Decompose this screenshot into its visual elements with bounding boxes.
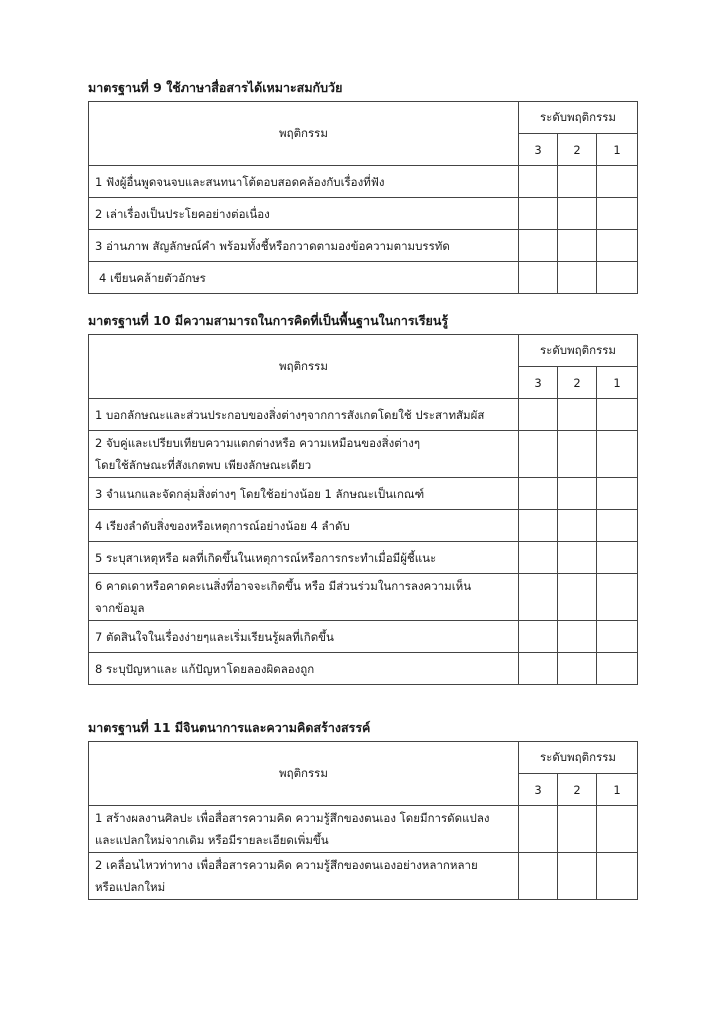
score-cell-2[interactable] xyxy=(558,806,597,853)
score-cell-1[interactable] xyxy=(597,431,638,478)
score-cell-3[interactable] xyxy=(519,166,558,198)
score-cell-3[interactable] xyxy=(519,198,558,230)
score-cell-2[interactable] xyxy=(558,653,597,685)
behavior-item-line: 6 คาดเดาหรือคาดคะเนสิ่งที่อาจจะเกิดขึ้น หรือ มีส่วนร่วมในการลงความเห็น xyxy=(95,579,472,593)
behavior-item: 2 เล่าเรื่องเป็นประโยคอย่างต่อเนื่อง xyxy=(89,198,519,230)
score-cell-1[interactable] xyxy=(597,853,638,900)
score-cell-2[interactable] xyxy=(558,574,597,621)
behavior-header: พฤติกรรม xyxy=(89,742,519,806)
score-cell-1[interactable] xyxy=(597,230,638,262)
behavior-item: 4 เขียนคล้ายตัวอักษร xyxy=(89,262,519,294)
behavior-item: 3 จำแนกและจัดกลุ่มสิ่งต่างๆ โดยใช้อย่างน้อย 1 ลักษณะเป็นเกณฑ์ xyxy=(89,478,519,510)
table-row xyxy=(89,431,638,478)
score-cell-3[interactable] xyxy=(519,574,558,621)
score-header-2: 2 xyxy=(558,134,597,166)
score-cell-1[interactable] xyxy=(597,621,638,653)
behavior-item: 1 บอกลักษณะและส่วนประกอบของสิ่งต่างๆจากการสังเกตโดยใช้ ประสาทสัมผัส xyxy=(89,399,519,431)
behavior-item-line: และแปลกใหม่จากเดิม หรือมีรายละเอียดเพิ่มขึ้น xyxy=(95,833,329,847)
score-cell-2[interactable] xyxy=(558,853,597,900)
score-cell-2[interactable] xyxy=(558,198,597,230)
score-header-1: 1 xyxy=(597,774,638,806)
score-header-2: 2 xyxy=(558,774,597,806)
score-cell-3[interactable] xyxy=(519,853,558,900)
score-header-2: 2 xyxy=(558,367,597,399)
standard-10-section xyxy=(88,312,637,685)
score-cell-2[interactable] xyxy=(558,166,597,198)
table-row xyxy=(89,198,638,230)
score-cell-1[interactable] xyxy=(597,399,638,431)
score-cell-3[interactable] xyxy=(519,542,558,574)
behavior-item: 8 ระบุปัญหาและ แก้ปัญหาโดยลองผิดลองถูก xyxy=(89,653,519,685)
behavior-item-line: หรือแปลกใหม่ xyxy=(95,880,166,894)
behavior-item: 4 เรียงลำดับสิ่งของหรือเหตุการณ์อย่างน้อย 4 ลำดับ xyxy=(89,510,519,542)
standard-10-title: มาตรฐานที่ 10 มีความสามารถในการคิดที่เป็นพื้นฐานในการเรียนรู้ xyxy=(88,313,449,328)
table-row xyxy=(89,806,638,853)
standard-11-title: มาตรฐานที่ 11 มีจินตนาการและความคิดสร้างสรรค์ xyxy=(88,720,371,735)
behavior-item-line: จากข้อมูล xyxy=(95,601,145,615)
score-cell-3[interactable] xyxy=(519,431,558,478)
behavior-item xyxy=(89,853,519,900)
score-cell-1[interactable] xyxy=(597,478,638,510)
score-cell-1[interactable] xyxy=(597,806,638,853)
score-cell-2[interactable] xyxy=(558,262,597,294)
score-header-1: 1 xyxy=(597,367,638,399)
table-row xyxy=(89,853,638,900)
level-header: ระดับพฤติกรรม xyxy=(519,335,638,367)
score-cell-3[interactable] xyxy=(519,621,558,653)
standard-10-table xyxy=(88,334,638,685)
table-row xyxy=(89,230,638,262)
score-cell-2[interactable] xyxy=(558,431,597,478)
score-cell-3[interactable] xyxy=(519,653,558,685)
behavior-item: 7 ตัดสินใจในเรื่องง่ายๆและเริ่มเรียนรู้ผลที่เกิดขึ้น xyxy=(89,621,519,653)
score-cell-1[interactable] xyxy=(597,510,638,542)
table-row xyxy=(89,262,638,294)
table-row xyxy=(89,621,638,653)
behavior-item-line: 2 เคลื่อนไหวท่าทาง เพื่อสื่อสารความคิด ความรู้สึกของตนเองอย่างหลากหลาย xyxy=(95,858,478,872)
behavior-item xyxy=(89,431,519,478)
table-row xyxy=(89,399,638,431)
table-row xyxy=(89,510,638,542)
score-cell-3[interactable] xyxy=(519,806,558,853)
behavior-header: พฤติกรรม xyxy=(89,102,519,166)
score-header-3: 3 xyxy=(519,134,558,166)
level-header: ระดับพฤติกรรม xyxy=(519,742,638,774)
score-cell-3[interactable] xyxy=(519,478,558,510)
score-header-3: 3 xyxy=(519,774,558,806)
behavior-item xyxy=(89,806,519,853)
standard-9-title: มาตรฐานที่ 9 ใช้ภาษาสื่อสารได้เหมาะสมกับวัย xyxy=(88,80,343,95)
score-cell-1[interactable] xyxy=(597,198,638,230)
score-cell-3[interactable] xyxy=(519,262,558,294)
behavior-item: 3 อ่านภาพ สัญลักษณ์คำ พร้อมทั้งชี้หรือกวาดตามองข้อความตามบรรทัด xyxy=(89,230,519,262)
standard-11-section xyxy=(88,719,637,900)
score-cell-3[interactable] xyxy=(519,510,558,542)
behavior-item: 5 ระบุสาเหตุหรือ ผลที่เกิดขึ้นในเหตุการณ์หรือการกระทำเมื่อมีผู้ชี้แนะ xyxy=(89,542,519,574)
standard-9-section xyxy=(88,79,637,294)
score-cell-1[interactable] xyxy=(597,574,638,621)
score-cell-2[interactable] xyxy=(558,399,597,431)
table-row xyxy=(89,653,638,685)
score-header-1: 1 xyxy=(597,134,638,166)
standard-9-table xyxy=(88,101,638,294)
table-row xyxy=(89,166,638,198)
table-row xyxy=(89,574,638,621)
table-row xyxy=(89,542,638,574)
level-header: ระดับพฤติกรรม xyxy=(519,102,638,134)
score-cell-2[interactable] xyxy=(558,230,597,262)
score-cell-2[interactable] xyxy=(558,478,597,510)
score-cell-3[interactable] xyxy=(519,230,558,262)
behavior-item-line: 1 สร้างผลงานศิลปะ เพื่อสื่อสารความคิด ความรู้สึกของตนเอง โดยมีการดัดแปลง xyxy=(95,811,490,825)
behavior-item-line: 2 จับคู่และเปรียบเทียบความแตกต่างหรือ ความเหมือนของสิ่งต่างๆ xyxy=(95,436,421,450)
behavior-item: 1 ฟังผู้อื่นพูดจนจบและสนทนาโต้ตอบสอดคล้องกับเรื่องที่ฟัง xyxy=(89,166,519,198)
score-cell-2[interactable] xyxy=(558,621,597,653)
score-cell-2[interactable] xyxy=(558,542,597,574)
score-cell-1[interactable] xyxy=(597,166,638,198)
behavior-header: พฤติกรรม xyxy=(89,335,519,399)
score-header-3: 3 xyxy=(519,367,558,399)
score-cell-3[interactable] xyxy=(519,399,558,431)
score-cell-1[interactable] xyxy=(597,262,638,294)
behavior-item xyxy=(89,574,519,621)
score-cell-1[interactable] xyxy=(597,542,638,574)
score-cell-2[interactable] xyxy=(558,510,597,542)
standard-11-table xyxy=(88,741,638,900)
score-cell-1[interactable] xyxy=(597,653,638,685)
behavior-item-line: โดยใช้ลักษณะที่สังเกตพบ เพียงลักษณะเดียว xyxy=(95,458,312,472)
table-row xyxy=(89,478,638,510)
